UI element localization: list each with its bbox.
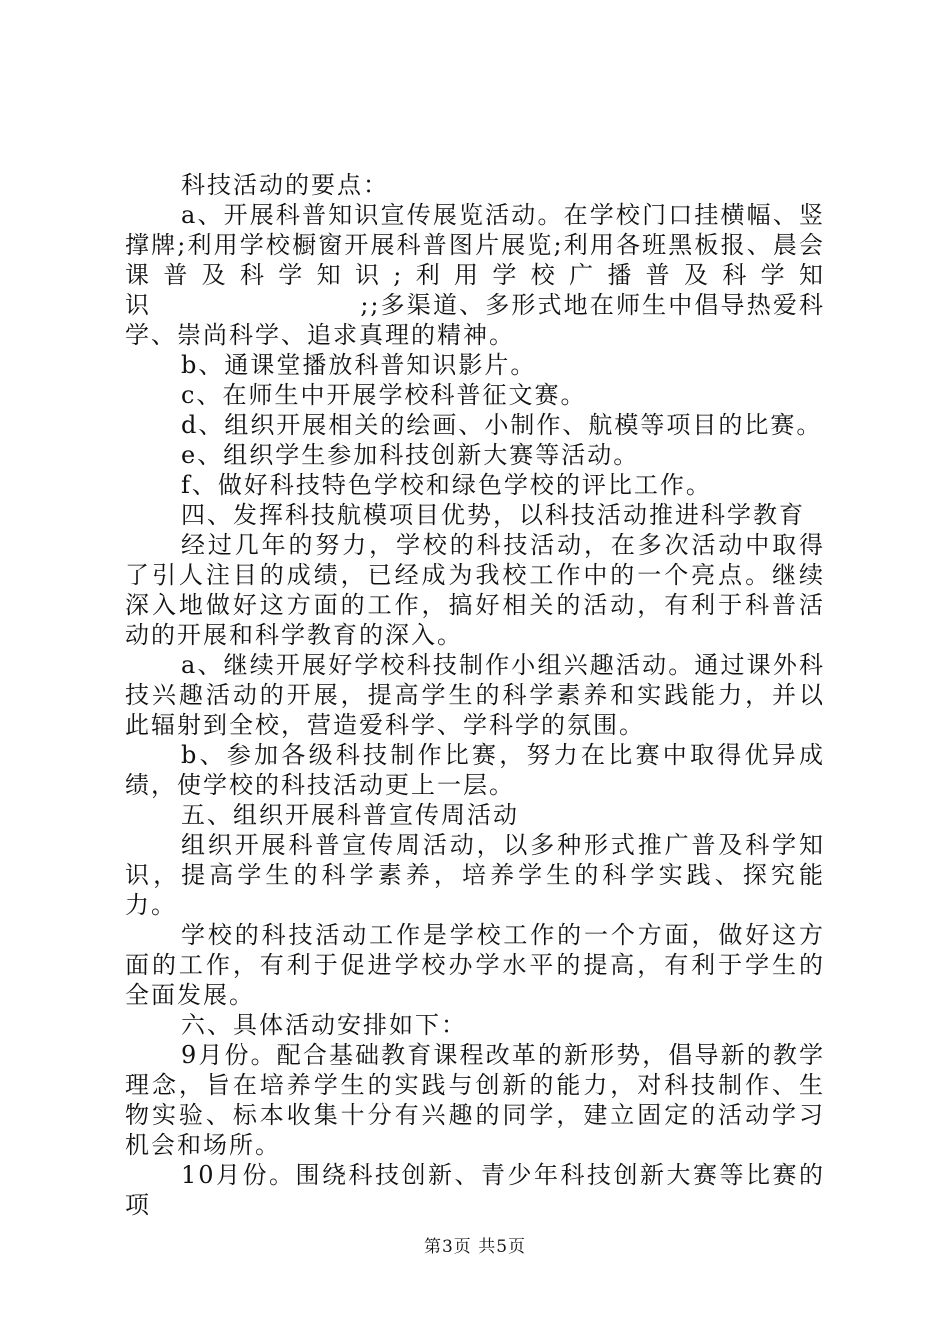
paragraph-heading-key-points: 科技活动的要点：	[181, 171, 389, 199]
paragraph-item-d-contests: d、组织开展相关的绘画、小制作、航模等项目的比赛。	[181, 411, 823, 439]
document-body	[125, 170, 825, 1220]
page-number-footer: 第3页 共5页	[423, 1237, 527, 1257]
paragraph-item-e-innovation: e、组织学生参加科技创新大赛等活动。	[181, 441, 640, 469]
paragraph-item-c-essay: c、在师生中开展学校科普征文赛。	[181, 381, 587, 409]
paragraph-summary: 学校的科技活动工作是学校工作的一个方面，做好这方面的工作，有利于促进学校办学水平的提高，有利于学生的全面发展。	[125, 921, 825, 1009]
paragraph-item-b-competitions: b、参加各级科技制作比赛，努力在比赛中取得优异成绩，使学校的科技活动更上一层。	[125, 741, 825, 799]
section-heading-four: 四、发挥科技航模项目优势，以科技活动推进科学教育	[181, 501, 805, 529]
paragraph-item-f-evaluation: f、做好科技特色学校和绿色学校的评比工作。	[181, 471, 712, 499]
paragraph-september: 9月份。配合基础教育课程改革的新形势，倡导新的教学理念，旨在培养学生的实践与创新的能力，对科技制作、生物实验、标本收集十分有兴趣的同学，建立固定的活动学习机会和场所。	[125, 1041, 825, 1159]
paragraph-science-week: 组织开展科普宣传周活动，以多种形式推广普及科学知识，提高学生的科学素养，培养学生的科学实践、探究能力。	[125, 831, 825, 919]
paragraph-item-b-films: b、通课堂播放科普知识影片。	[181, 351, 537, 379]
paragraph-item-a-interest-group: a、继续开展好学校科技制作小组兴趣活动。通过课外科技兴趣活动的开展，提高学生的科学素养和实践能力，并以此辐射到全校，营造爱科学、学科学的氛围。	[125, 651, 825, 739]
paragraph-achievements: 经过几年的努力，学校的科技活动，在多次活动中取得了引人注目的成绩，已经成为我校工作中的一个亮点。继续深入地做好这方面的工作，搞好相关的活动，有利于科普活动的开展和科学教育的深入。	[125, 531, 825, 649]
section-heading-six: 六、具体活动安排如下：	[181, 1011, 467, 1039]
paragraph-october: 10月份。围绕科技创新、青少年科技创新大赛等比赛的项	[125, 1161, 825, 1219]
paragraph-item-a-exhibition: a、开展科普知识宣传展览活动。在学校门口挂横幅、竖撑牌;利用学校橱窗开展科普图片展览;利用各班黑板报、晨会课普及科学知识;利用学校广播普及科学知识 ;;多渠道、多形式地在师生中倡导热爱科学、崇尚科学、追求真理的精神。	[125, 201, 825, 349]
section-heading-five: 五、组织开展科普宣传周活动	[181, 801, 519, 829]
